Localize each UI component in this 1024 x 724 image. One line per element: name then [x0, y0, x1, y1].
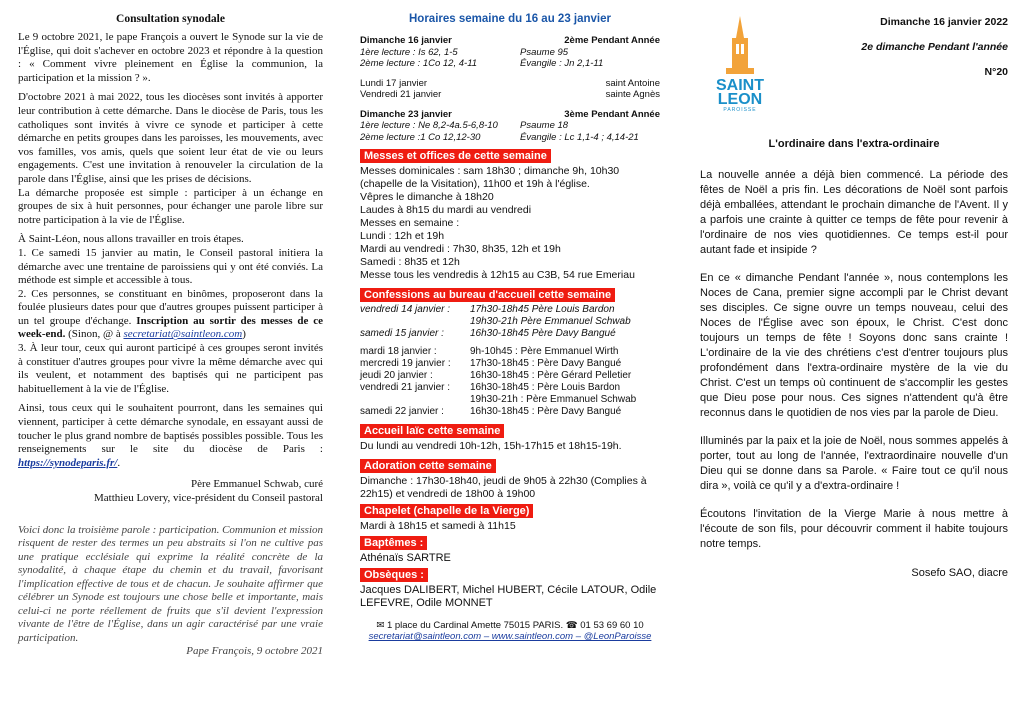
confession-row	[360, 304, 660, 316]
confession-date: jeudi 20 janvier :	[360, 370, 433, 381]
synod-paragraph-5	[18, 402, 323, 470]
pope-quote-signature: Pape François, 9 octobre 2021	[186, 645, 323, 658]
editorial-paragraph-2: En ce « dimanche Pendant l'année », nous contemplons les Noces de Cana, premier signe accompli par le Christ devant ses disciples. Ce signe ouvre un temps nouveau, celui des Noces de l'Église avec son époux, le Christ. C'est donc toujours un temps de fête ! Soyons donc sans crainte ! L'ordinaire de la vie des chrétiens c'est d'entrer toujours plus profondément dans l'extra-ordinaire mystère de la vie du Christ. C'est un temps où continuent de s'accomplir les gestes que Dieu pose pour nous. Ces signes n'attendent qu'à être reconnus dans le quotidien de nos vies par la parole de Dieu.	[700, 272, 1008, 419]
sunday-23-reading-1: 1ère lecture : Ne 8,2-4a.5-6,8-10	[360, 120, 498, 131]
synod-step-3: 3. À leur tour, ceux qui auront participé à ces groupes seront invités à constituer d'autres groupes pour vivre la même démarche avec qui ils veulent, et notamment des baptisés qui ne participent pas habituellement à la vie de l'Église.	[18, 342, 323, 395]
confession-date: samedi 15 janvier :	[360, 328, 444, 339]
messes-line: Laudes à 8h15 du mardi au vendredi	[360, 204, 532, 216]
synod-paragraph-1: Le 9 octobre 2021, le pape François a ouvert le Synode sur la vie de l'Église, qui doit s'achever en octobre 2023 et répondre à la question : « Comment vivre pleinement en Église la communion, la participation et la mission ? ».	[18, 31, 323, 84]
confessions-list-2	[360, 346, 660, 418]
header-block	[880, 16, 1008, 28]
editorial-paragraph-4: Écoutons l'invitation de la Vierge Marie à nous mettre à l'écoute de son fils, pour découvrir comment il habite toujours notre temps.	[700, 508, 1008, 550]
friday-21-label: Vendredi 21 janvier	[360, 89, 442, 100]
logo-leon: LEON	[717, 91, 763, 108]
messes-line: Messe tous les vendredis à 12h15 au C3B, 54 rue Emeriau	[360, 269, 635, 281]
baptemes-names: Athénaïs SARTRE	[360, 552, 451, 564]
step2-sinon: (Sinon, @ à	[68, 328, 121, 341]
pope-quote: Voici donc la troisième parole : participation. Communion et mission risquent de rester des termes un peu abstraits si l'on ne cultive pas une pratique ecclésiale qui exprime la réalité concrète de la synodalité, à chaque étape du chemin et du travail, favorisant l'implication effective de tous et de chacun. Je souhaite affirmer que célébrer un Synode est toujours une chose belle et importante, mais celui-ci ne porte réellement de fruits que s'il devient l'expression vivante de l'être de l'Église, dans un agir caractérisé par une vraie participation.	[18, 523, 323, 644]
confession-date: vendredi 14 janvier :	[360, 304, 451, 315]
confession-row	[360, 406, 660, 418]
sunday-16-reading-1: 1ère lecture : Is 62, 1-5	[360, 46, 458, 58]
confession-row	[360, 394, 660, 406]
saint-leon-logo	[710, 16, 770, 113]
synod-paragraph-3: La démarche proposée est simple : participer à un échange en groupes de six à huit personnes, pour échanger une parole libre sur notre participation à la vie de l'Église.	[18, 186, 323, 226]
messes-line: Messes en semaine :	[360, 217, 460, 229]
confession-time: 16h30-18h45 : Père Louis Bardon	[470, 382, 621, 393]
confession-date: samedi 22 janvier :	[360, 406, 444, 417]
sunday-16-psalm: Psaume 95	[520, 46, 569, 58]
sunday-23-block	[360, 109, 660, 144]
confession-row	[360, 382, 660, 394]
confession-row	[360, 370, 660, 382]
sunday-23-reading-2: 2ème lecture :1 Co 12,12-30	[360, 131, 481, 143]
confession-row	[360, 346, 660, 358]
column-synod	[18, 0, 323, 659]
accueil-hours: Du lundi au vendredi 10h-12h, 15h-17h15 et 18h15-19h.	[360, 440, 622, 452]
messes-line: Vêpres le dimanche à 18h20	[360, 191, 494, 203]
confession-time: 9h-10h45 : Père Emmanuel Wirth	[470, 346, 619, 357]
confessions-list-1	[360, 304, 660, 340]
signature-vp: Matthieu Lovery, vice-président du Conseil pastoral	[93, 492, 323, 504]
confession-time: 19h30-21h Père Emmanuel Schwab	[470, 316, 631, 327]
logo-paroisse: PAROISSE	[723, 107, 757, 113]
synod-step-1: 1. Ce samedi 15 janvier au matin, le Conseil pastoral initiera la démarche avec une trentaine de paroissiens qui y ont été conviés. La méthode est simple et accessible à tous.	[18, 246, 323, 287]
sunday-23-week: 3ème Pendant Année	[564, 108, 660, 120]
confession-row	[360, 358, 660, 370]
envelope-icon: ✉	[376, 620, 385, 631]
synodeparis-link[interactable]: https://synodeparis.fr/	[18, 456, 118, 469]
editorial-body	[700, 138, 1008, 581]
editorial-paragraph-3: Illuminés par la paix et la joie de Noël, nous sommes appelés à porter, tout au long de l'année, l'extraordinaire nouvelle d'un Dieu qui se donne dans sa Parole. « Faire tout ce qu'il nous dira », voilà ce qu'il y a d'extra-ordinaire !	[700, 435, 1008, 492]
confession-time: 17h30-18h45 Père Louis Bardon	[470, 304, 615, 315]
column-schedule	[360, 0, 660, 642]
issue-date: Dimanche 16 janvier 2022	[880, 16, 1008, 28]
editorial-signature: Sosefo SAO, diacre	[911, 567, 1008, 579]
step2-inscription: Inscription au sortir des messes de ce week-end.	[18, 314, 323, 341]
header-sunday	[861, 41, 1008, 53]
footer-links-text[interactable]: secretariat@saintleon.com – www.saintleon.com – @LeonParoisse	[368, 631, 652, 642]
obseques-names: Jacques DALIBERT, Michel HUBERT, Cécile LATOUR, Odile LEFEVRE, Odile MONNET	[360, 584, 657, 609]
confession-date	[360, 394, 470, 406]
synod-title: Consultation synodale	[116, 13, 225, 25]
footer-address	[360, 620, 660, 631]
confession-date: vendredi 21 janvier :	[360, 382, 451, 393]
messes-line: Messes dominicales : sam 18h30 ; dimanche 9h, 10h30 (chapelle de la Visitation), 11h00 et 19h à l'église.	[360, 165, 620, 190]
signature-cure: Père Emmanuel Schwab, curé	[191, 478, 323, 491]
sunday-23-gospel: Évangile : Lc 1,1-4 ; 4,14-21	[520, 131, 639, 143]
synod-paragraph-4: À Saint-Léon, nous allons travailler en trois étapes.	[18, 233, 244, 246]
accueil-section-title: Accueil laïc cette semaine	[360, 424, 504, 438]
sunday-16-gospel: Évangile : Jn 2,1-11	[520, 58, 604, 69]
confession-row	[360, 328, 660, 340]
confession-time: 19h30-21h : Père Emmanuel Schwab	[470, 394, 637, 405]
sunday-23-psalm: Psaume 18	[520, 120, 569, 131]
editorial-title: L'ordinaire dans l'extra-ordinaire	[768, 138, 940, 150]
secretariat-email-link[interactable]: secretariat@saintleon.com	[123, 328, 243, 341]
baptemes-section-title: Baptêmes :	[360, 536, 427, 550]
schedule-title: Horaires semaine du 16 au 23 janvier	[409, 13, 611, 25]
monday-17-label: Lundi 17 janvier	[360, 77, 428, 89]
sunday-16-week: 2ème Pendant Année	[564, 35, 660, 46]
monday-17-saint: saint Antoine	[605, 77, 660, 89]
messes-list	[360, 165, 660, 282]
chapelet-section-title: Chapelet (chapelle de la Vierge)	[360, 504, 533, 518]
chapelet-hours: Mardi à 18h15 et samedi à 11h15	[360, 520, 516, 532]
confession-time: 17h30-18h45 : Père Davy Bangué	[470, 358, 622, 369]
address-text: 1 place du Cardinal Amette 75015 PARIS. ☎ 01 53 69 60 10	[386, 620, 644, 631]
step2-close: )	[242, 328, 246, 341]
obseques-section-title: Obsèques :	[360, 568, 428, 582]
confession-date	[360, 316, 470, 328]
weekday-saints-block	[360, 78, 660, 101]
p5-text: Ainsi, tous ceux qui le souhaitent pourront, dans les semaines qui viennent, participer à cette démarche synodale, en essayant aussi de toucher le plus grand nombre de baptisés possibles possible. Tous les renseignements sur le site du diocèse de Paris :	[18, 402, 323, 456]
sunday-16-label: Dimanche 16 janvier	[360, 35, 452, 46]
editorial-paragraph-1: La nouvelle année a déjà bien commencé. La période des fêtes de Noël a pris fin. Les décorations de Noël sont parfois déjà emballées, attendant le prochain dimanche de l'Avent. Il y a parfois une crainte à quitter ce temps de fête pour revenir à l'ordinaire de nos vies quotidiennes. Ce temps est-il pour autant fade et insipide ?	[700, 169, 1008, 256]
confession-time: 16h30-18h45 : Père Gérard Pelletier	[470, 370, 632, 381]
step2-text: 2. Ces personnes, se constituant en binômes, proposeront dans la foulée plusieurs dates pour que d'autres groupes puissent participer à un tel groupe d'échange.	[18, 287, 323, 327]
footer-links	[360, 631, 660, 642]
adoration-hours: Dimanche : 17h30-18h40, jeudi de 9h05 à 22h30 (Complies à 22h15) et vendredi de 18h00 à 19h00	[360, 475, 647, 500]
confession-time: 16h30-18h45 : Père Davy Bangué	[470, 406, 622, 417]
header-number	[985, 66, 1008, 78]
confession-row	[360, 316, 660, 328]
synod-step-2	[18, 288, 323, 342]
adoration-section-title: Adoration cette semaine	[360, 459, 496, 473]
confession-time: 16h30-18h45 Père Davy Bangué	[470, 328, 616, 339]
logo-saint: SAINT	[716, 77, 764, 94]
sunday-16-reading-2: 2ème lecture : 1Co 12, 4-11	[360, 58, 478, 69]
sunday-23-label: Dimanche 23 janvier	[360, 108, 452, 120]
messes-section-title: Messes et offices de cette semaine	[360, 149, 551, 163]
confessions-section-title: Confessions au bureau d'accueil cette semaine	[360, 288, 615, 302]
sunday-16-block	[360, 35, 660, 70]
messes-line: Samedi : 8h35 et 12h	[360, 256, 460, 268]
friday-21-saint: sainte Agnès	[605, 89, 660, 100]
church-tower-icon	[720, 16, 760, 74]
confession-date: mercredi 19 janvier :	[360, 358, 451, 369]
p5-end: .	[117, 456, 121, 469]
synod-paragraph-2: D'octobre 2021 à mai 2022, tous les diocèses sont invités à apporter leur contribution à cette démarche. Dans le diocèse de Paris, tous les catholiques sont invités à vivre ce synode et participer à cette démarche en petits groupes dans les paroisses, les mouvements, avec vos familles, vos amis, quels que soient leur état de vie ou leurs engagements. C'est une invitation à renouveler la circulation de la parole dans l'Église, ainsi que les prises de décisions.	[18, 91, 323, 185]
confession-date: mardi 18 janvier :	[360, 346, 437, 357]
sunday-name: 2e dimanche Pendant l'année	[861, 41, 1008, 53]
messes-line: Lundi : 12h et 19h	[360, 230, 445, 242]
issue-number: N°20	[984, 66, 1008, 78]
messes-line: Mardi au vendredi : 7h30, 8h35, 12h et 19h	[360, 243, 561, 255]
